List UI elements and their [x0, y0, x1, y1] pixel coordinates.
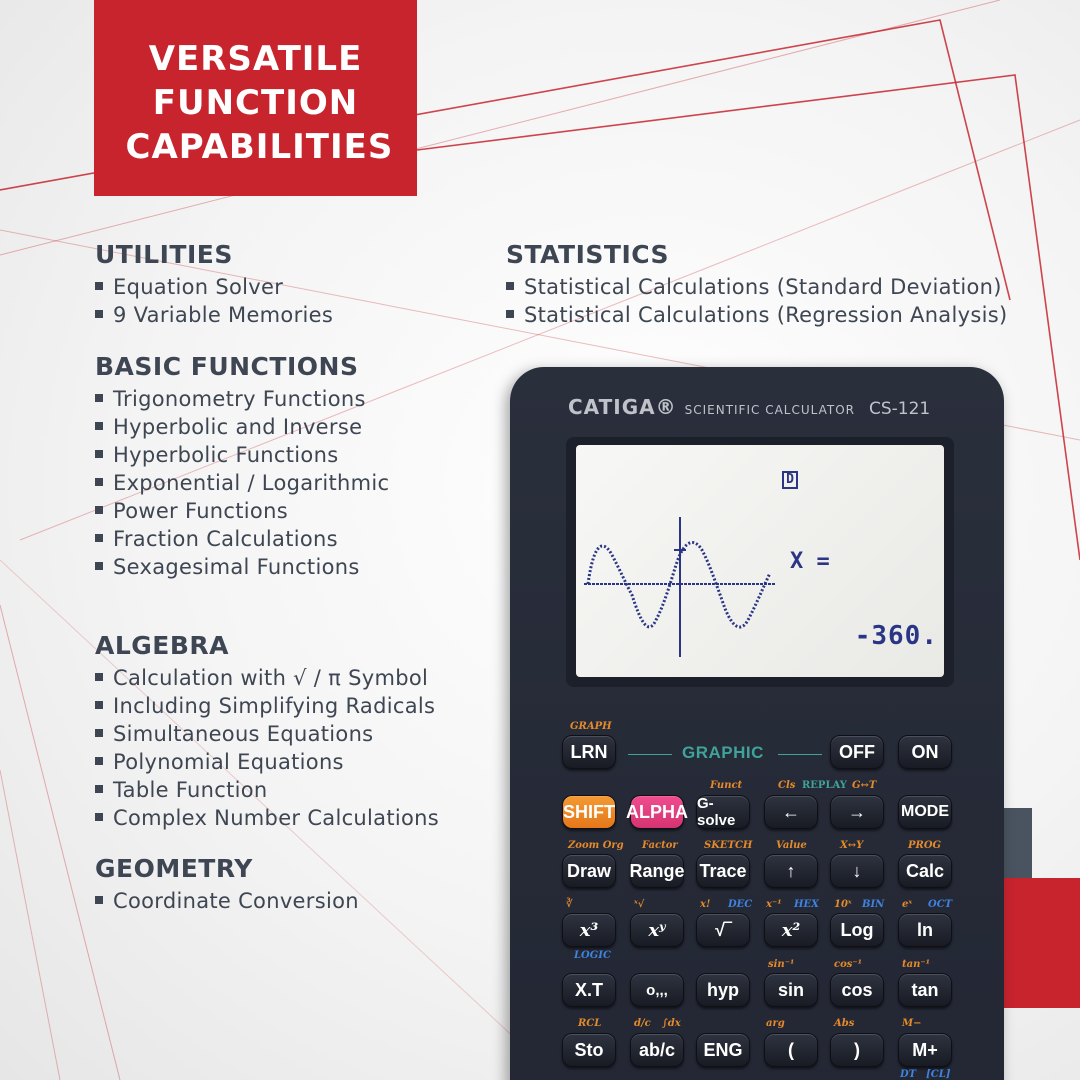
- log-key[interactable]: Log: [830, 913, 884, 947]
- sto-key[interactable]: Sto: [562, 1033, 616, 1067]
- shift-key[interactable]: SHIFT: [562, 795, 616, 829]
- shift-label: Value: [776, 840, 807, 851]
- list-item: Simultaneous Equations: [95, 720, 439, 748]
- up-arrow-key[interactable]: ↑: [764, 854, 818, 888]
- shift-label: PROG: [908, 840, 942, 851]
- calculator-image: [510, 367, 1004, 1080]
- list-item: Statistical Calculations (Standard Deviation): [506, 273, 1007, 301]
- shift-label: ∫dx: [662, 1018, 681, 1029]
- shift-label: Funct: [710, 780, 743, 791]
- eng-key[interactable]: ENG: [696, 1033, 750, 1067]
- left-arrow-key[interactable]: ←: [764, 795, 818, 829]
- tan-key[interactable]: tan: [898, 973, 952, 1007]
- list-item: Calculation with √ / π Symbol: [95, 664, 439, 692]
- x-power-y-key[interactable]: xʸ: [630, 913, 684, 947]
- model-number: CS-121: [868, 399, 931, 419]
- variable-label: X =: [790, 549, 830, 574]
- alpha-key[interactable]: ALPHA: [630, 795, 684, 829]
- list-item: 9 Variable Memories: [95, 301, 333, 329]
- shift-label: SKETCH: [704, 840, 753, 851]
- shift-label: LOGIC: [574, 950, 611, 961]
- brand-subtitle: SCIENTIFIC CALCULATOR: [684, 403, 855, 417]
- sin-key[interactable]: sin: [764, 973, 818, 1007]
- hyp-key[interactable]: hyp: [696, 973, 750, 1007]
- shift-label: Zoom Org: [568, 840, 624, 851]
- degrees-key[interactable]: o,,,: [630, 973, 684, 1007]
- mode-key[interactable]: MODE: [898, 795, 952, 829]
- shift-label: x!: [700, 899, 711, 910]
- draw-key[interactable]: Draw: [562, 854, 616, 888]
- range-key[interactable]: Range: [630, 854, 684, 888]
- list-item: Fraction Calculations: [95, 525, 389, 553]
- fraction-key[interactable]: ab/c: [630, 1033, 684, 1067]
- ln-key[interactable]: ln: [898, 913, 952, 947]
- list-item: Complex Number Calculations: [95, 804, 439, 832]
- list-item: Coordinate Conversion: [95, 887, 359, 915]
- shift-label: HEX: [794, 899, 819, 910]
- shift-label: BIN: [862, 899, 885, 910]
- decorative-red-block: [1002, 878, 1080, 1008]
- lrn-key[interactable]: LRN: [562, 735, 616, 769]
- shift-label: cos⁻¹: [834, 959, 863, 970]
- utilities-section: [95, 240, 333, 329]
- shift-label: ∛: [566, 899, 573, 910]
- statistics-heading: STATISTICS: [506, 240, 670, 269]
- on-key[interactable]: ON: [898, 735, 952, 769]
- brand-name: CATIGA®: [568, 395, 677, 419]
- cos-key[interactable]: cos: [830, 973, 884, 1007]
- down-arrow-key[interactable]: ↓: [830, 854, 884, 888]
- shift-label: RCL: [578, 1018, 602, 1029]
- shift-label: 10ˣ: [834, 899, 852, 910]
- xt-key[interactable]: X.T: [562, 973, 616, 1007]
- x-squared-key[interactable]: x²: [764, 913, 818, 947]
- shift-label: DEC: [728, 899, 753, 910]
- degree-indicator: D: [782, 471, 798, 489]
- shift-label: Cls: [778, 780, 796, 791]
- right-arrow-key[interactable]: →: [830, 795, 884, 829]
- m-plus-key[interactable]: M+: [898, 1033, 952, 1067]
- gsolve-key[interactable]: G-solve: [696, 795, 750, 829]
- list-item: Sexagesimal Functions: [95, 553, 389, 581]
- algebra-section: [95, 631, 439, 832]
- off-key[interactable]: OFF: [830, 735, 884, 769]
- list-item: Trigonometry Functions: [95, 385, 389, 413]
- list-item: Hyperbolic Functions: [95, 441, 389, 469]
- shift-label: eˣ: [902, 899, 913, 910]
- shift-label: M−: [902, 1018, 922, 1029]
- utilities-heading: UTILITIES: [95, 240, 233, 269]
- page-title: VERSATILE FUNCTION CAPABILITIES: [125, 39, 394, 167]
- list-item: Including Simplifying Radicals: [95, 692, 439, 720]
- divider: [778, 754, 822, 755]
- shift-label: Factor: [642, 840, 678, 851]
- shift-label: [CL]: [926, 1069, 951, 1080]
- screen-value: -360.: [854, 621, 938, 651]
- graphic-label: GRAPHIC: [682, 743, 764, 762]
- list-item: Hyperbolic and Inverse: [95, 413, 389, 441]
- list-item: Statistical Calculations (Regression Analysis): [506, 301, 1007, 329]
- list-item: Equation Solver: [95, 273, 333, 301]
- calc-key[interactable]: Calc: [898, 854, 952, 888]
- right-paren-key[interactable]: ): [830, 1033, 884, 1067]
- shift-label: d/c: [634, 1018, 651, 1029]
- statistics-section: [506, 240, 1007, 329]
- list-item: Power Functions: [95, 497, 389, 525]
- title-banner: [94, 0, 417, 196]
- divider: [628, 754, 672, 755]
- list-item: Table Function: [95, 776, 439, 804]
- sqrt-key[interactable]: √‾: [696, 913, 750, 947]
- shift-label: GRAPH: [570, 721, 612, 732]
- x-cubed-key[interactable]: x³: [562, 913, 616, 947]
- shift-label: Abs: [834, 1018, 855, 1029]
- geometry-section: [95, 854, 359, 915]
- trace-key[interactable]: Trace: [696, 854, 750, 888]
- shift-label: DT: [900, 1069, 917, 1080]
- replay-label: REPLAY: [802, 780, 847, 791]
- shift-label: X↔Y: [840, 840, 864, 851]
- keypad: [510, 367, 1004, 1080]
- shift-label: tan⁻¹: [902, 959, 931, 970]
- shift-label: x⁻¹: [766, 899, 782, 910]
- algebra-heading: ALGEBRA: [95, 631, 230, 660]
- left-paren-key[interactable]: (: [764, 1033, 818, 1067]
- shift-label: sin⁻¹: [768, 959, 795, 970]
- list-item: Exponential / Logarithmic: [95, 469, 389, 497]
- shift-label: arg: [766, 1018, 785, 1029]
- list-item: Polynomial Equations: [95, 748, 439, 776]
- basic-functions-section: [95, 352, 389, 581]
- shift-label: G↔T: [852, 780, 877, 791]
- basic-functions-heading: BASIC FUNCTIONS: [95, 352, 359, 381]
- shift-label: ˣ√: [634, 899, 645, 910]
- shift-label: OCT: [928, 899, 953, 910]
- geometry-heading: GEOMETRY: [95, 854, 253, 883]
